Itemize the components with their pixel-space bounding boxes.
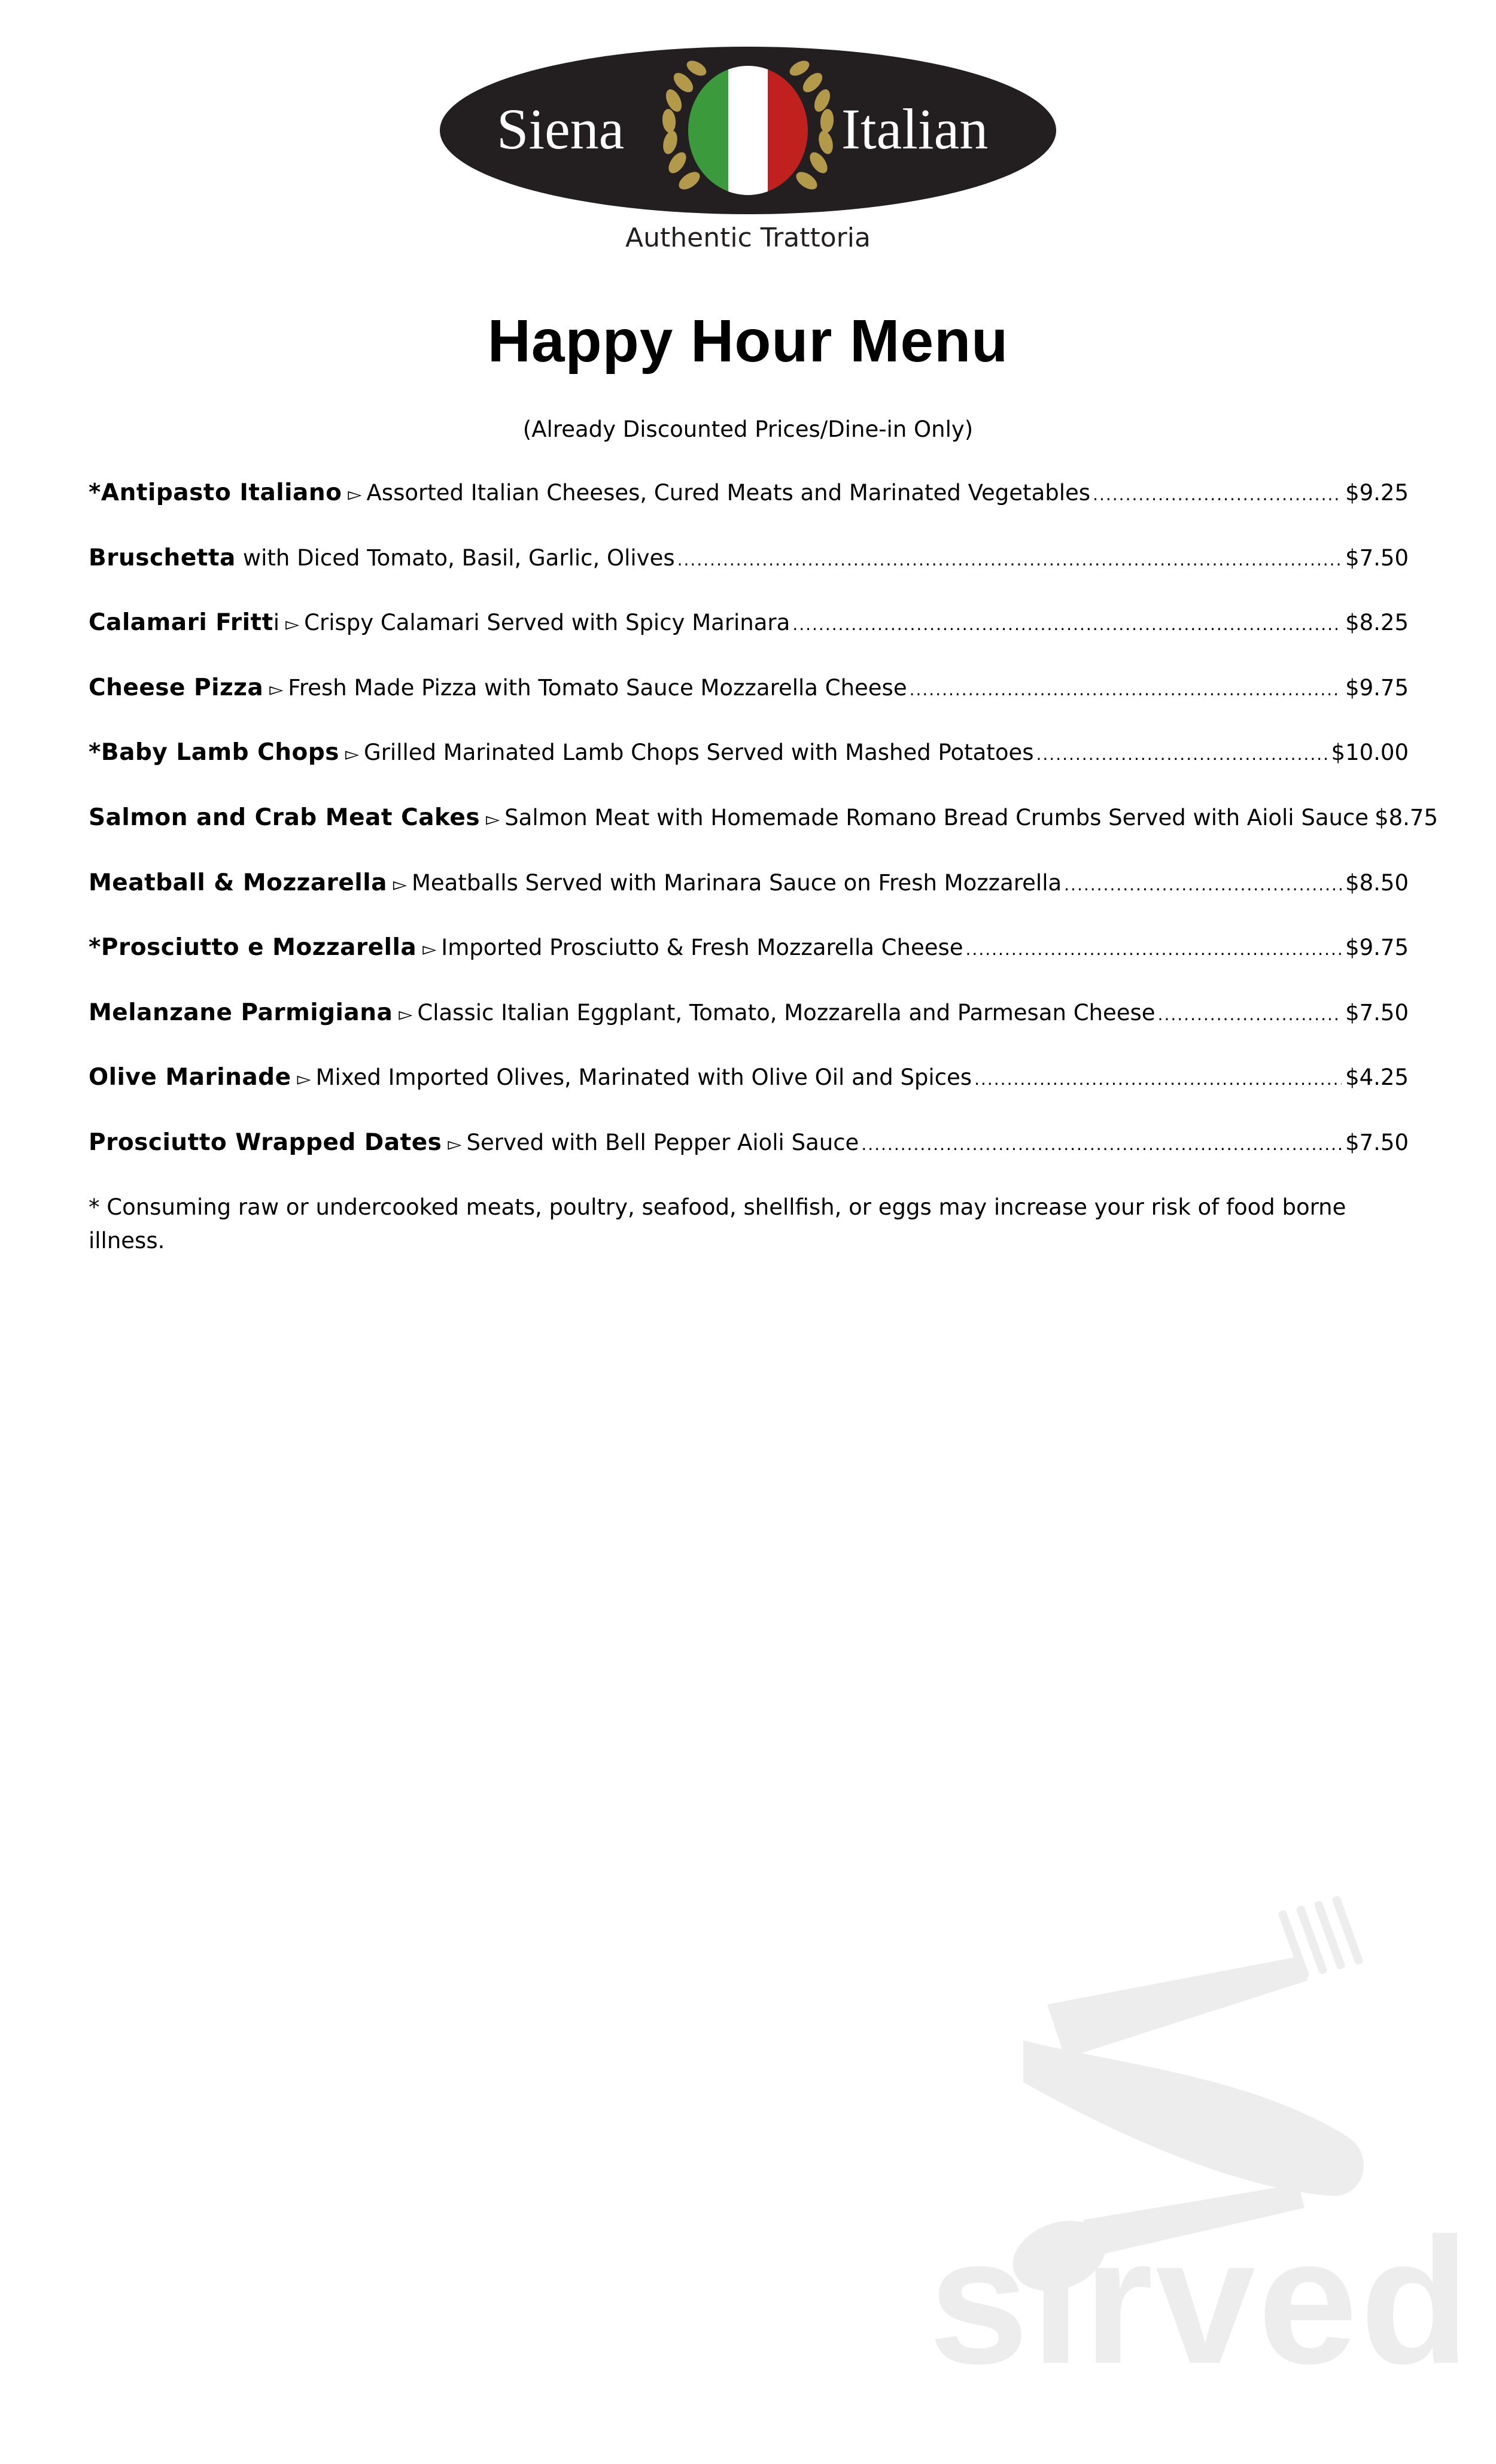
item-price: $9.25 bbox=[1345, 480, 1409, 506]
item-price: $4.25 bbox=[1345, 1064, 1409, 1091]
item-name: *Prosciutto e Mozzarella bbox=[89, 934, 417, 962]
dot-leader bbox=[677, 543, 1342, 577]
separator-arrow-icon: ▻ bbox=[269, 679, 284, 700]
separator-arrow-icon: ▻ bbox=[348, 484, 362, 505]
menu-item-prosciutto-mozzarella bbox=[89, 931, 1409, 996]
item-name: Calamari Fritt bbox=[89, 609, 273, 637]
item-description: Mixed Imported Olives, Marinated with Olive Oil and Spices bbox=[315, 1064, 972, 1091]
separator-arrow-icon: ▻ bbox=[345, 744, 360, 765]
page-title: Happy Hour Menu bbox=[487, 308, 1009, 375]
item-description: Crispy Calamari Served with Spicy Marinara bbox=[304, 610, 790, 636]
item-name: *Antipasto Italiano bbox=[89, 479, 342, 506]
menu-item-melanzane-parmigiana bbox=[89, 996, 1409, 1061]
separator-arrow-icon: ▻ bbox=[297, 1069, 311, 1090]
sirved-wordmark: sirved bbox=[929, 2200, 1472, 2401]
item-name: Salmon and Crab Meat Cakes bbox=[89, 804, 481, 831]
item-description: Assorted Italian Cheeses, Cured Meats and Marinated Vegetables bbox=[366, 480, 1091, 506]
dot-leader bbox=[966, 933, 1342, 966]
page-subtitle: (Already Discounted Prices/Dine-in Only) bbox=[522, 416, 974, 442]
dot-leader bbox=[792, 608, 1342, 641]
dot-leader bbox=[974, 1063, 1342, 1096]
logo-graphic bbox=[437, 42, 1059, 257]
separator-arrow-icon: ▻ bbox=[285, 614, 300, 635]
item-name: Meatball & Mozzarella bbox=[89, 869, 387, 896]
menu-item-baby-lamb-chops bbox=[89, 736, 1409, 801]
dot-leader bbox=[1036, 738, 1328, 771]
item-description: with Diced Tomato, Basil, Garlic, Olives bbox=[242, 544, 675, 571]
dot-leader bbox=[1064, 868, 1342, 902]
item-price: $9.75 bbox=[1345, 674, 1409, 701]
dot-leader bbox=[861, 1128, 1342, 1161]
dot-leader bbox=[1093, 478, 1342, 512]
item-price: $8.25 bbox=[1345, 610, 1409, 636]
item-price: $7.50 bbox=[1345, 1129, 1409, 1155]
menu-item-bruschetta bbox=[89, 542, 1409, 607]
menu-item-calamari-fritti bbox=[89, 606, 1409, 671]
separator-arrow-icon: ▻ bbox=[486, 808, 500, 830]
item-price: $9.75 bbox=[1345, 935, 1409, 961]
item-price: $8.50 bbox=[1345, 869, 1409, 896]
item-description: Imported Prosciutto & Fresh Mozzarella Cheese bbox=[441, 935, 963, 961]
separator-arrow-icon: ▻ bbox=[393, 874, 407, 895]
menu-item-cheese-pizza bbox=[89, 671, 1409, 737]
separator-arrow-icon: ▻ bbox=[422, 939, 437, 960]
logo-tagline: Authentic Trattoria bbox=[625, 223, 871, 253]
logo-left-word: Siena bbox=[497, 97, 625, 161]
menu-list bbox=[89, 476, 1438, 1191]
separator-arrow-icon: ▻ bbox=[448, 1133, 462, 1155]
item-name: Olive Marinade bbox=[89, 1064, 291, 1091]
item-name: *Baby Lamb Chops bbox=[89, 739, 339, 766]
item-price: $7.50 bbox=[1345, 999, 1409, 1026]
item-name-tail: i bbox=[273, 610, 280, 636]
menu-item-prosciutto-wrapped-dates bbox=[89, 1126, 1409, 1191]
menu-item-meatball-mozzarella bbox=[89, 866, 1409, 932]
item-name: Melanzane Parmigiana bbox=[89, 999, 393, 1026]
item-description: Salmon Meat with Homemade Romano Bread Crumbs Served with Aioli Sauce bbox=[504, 804, 1369, 831]
item-name: Prosciutto Wrapped Dates bbox=[89, 1128, 442, 1156]
dot-leader bbox=[1158, 998, 1342, 1032]
item-description: Served with Bell Pepper Aioli Sauce bbox=[466, 1129, 859, 1155]
restaurant-logo bbox=[437, 42, 1059, 257]
item-description: Grilled Marinated Lamb Chops Served with Mashed Potatoes bbox=[364, 740, 1034, 766]
item-price: $7.50 bbox=[1345, 544, 1409, 571]
food-safety-note: * Consuming raw or undercooked meats, poultry, seafood, shellfish, or eggs may increase your risk of food borne illness. bbox=[89, 1194, 1346, 1254]
item-name: Cheese Pizza bbox=[89, 674, 264, 701]
item-description: Classic Italian Eggplant, Tomato, Mozzarella and Parmesan Cheese bbox=[417, 999, 1156, 1026]
item-price: $8.75 bbox=[1375, 804, 1438, 831]
logo-right-word: Italian bbox=[841, 97, 989, 161]
separator-arrow-icon: ▻ bbox=[399, 1003, 413, 1025]
item-description: Fresh Made Pizza with Tomato Sauce Mozzarella Cheese bbox=[288, 674, 907, 701]
menu-item-olive-marinade bbox=[89, 1061, 1409, 1126]
item-description: Meatballs Served with Marinara Sauce on Fresh Mozzarella bbox=[412, 869, 1062, 896]
menu-item-salmon-crab-cakes bbox=[89, 801, 1438, 866]
dot-leader bbox=[910, 673, 1342, 707]
item-price: $10.00 bbox=[1331, 740, 1409, 766]
item-name: Bruschetta bbox=[89, 544, 236, 571]
menu-item-antipasto-italiano bbox=[89, 476, 1409, 542]
